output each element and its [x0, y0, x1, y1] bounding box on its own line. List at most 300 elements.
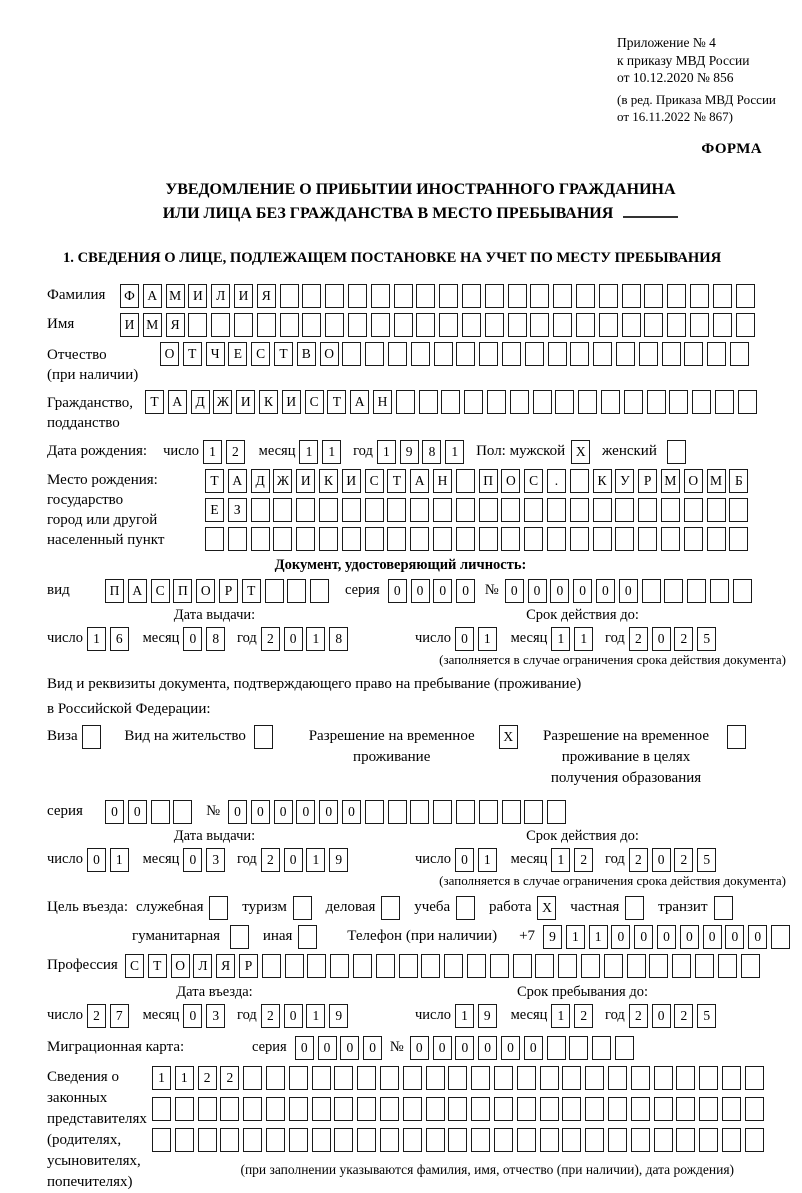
form-cell[interactable]	[517, 1097, 536, 1121]
form-cell[interactable]	[426, 1128, 445, 1152]
form-cell[interactable]	[209, 896, 228, 920]
form-cell[interactable]	[456, 896, 475, 920]
form-cell[interactable]	[627, 954, 646, 978]
form-cell[interactable]	[642, 579, 661, 603]
form-cell[interactable]: Е	[228, 342, 247, 366]
form-cell[interactable]: X	[571, 440, 590, 464]
form-cell[interactable]: И	[188, 284, 207, 308]
form-cell[interactable]	[676, 1066, 695, 1090]
form-cell[interactable]: 1	[551, 848, 570, 872]
form-cell[interactable]: 2	[574, 1004, 593, 1028]
form-cell[interactable]: 0	[284, 1004, 303, 1028]
form-cell[interactable]	[307, 954, 326, 978]
form-cell[interactable]	[608, 1128, 627, 1152]
form-cell[interactable]	[517, 1066, 536, 1090]
form-cell[interactable]	[198, 1097, 217, 1121]
form-cell[interactable]	[624, 390, 643, 414]
form-cell[interactable]	[718, 954, 737, 978]
form-cell[interactable]: 0	[340, 1036, 359, 1060]
form-cell[interactable]: Я	[166, 313, 185, 337]
form-cell[interactable]	[722, 1066, 741, 1090]
form-cell[interactable]	[312, 1066, 331, 1090]
form-cell[interactable]	[266, 1066, 285, 1090]
form-cell[interactable]: 0	[652, 1004, 671, 1028]
form-cell[interactable]: С	[125, 954, 144, 978]
form-cell[interactable]: И	[236, 390, 255, 414]
form-cell[interactable]	[175, 1128, 194, 1152]
form-cell[interactable]: С	[251, 342, 270, 366]
form-cell[interactable]	[615, 498, 634, 522]
form-cell[interactable]	[578, 390, 597, 414]
form-cell[interactable]	[540, 1066, 559, 1090]
form-cell[interactable]: 2	[226, 440, 245, 464]
form-cell[interactable]	[713, 313, 732, 337]
form-cell[interactable]: З	[228, 498, 247, 522]
form-cell[interactable]	[251, 527, 270, 551]
form-cell[interactable]	[334, 1066, 353, 1090]
form-cell[interactable]	[667, 313, 686, 337]
form-cell[interactable]	[254, 725, 273, 749]
form-cell[interactable]: 0	[251, 800, 270, 824]
form-cell[interactable]: Б	[729, 469, 748, 493]
form-cell[interactable]	[205, 527, 224, 551]
form-cell[interactable]	[357, 1097, 376, 1121]
form-cell[interactable]	[530, 313, 549, 337]
form-cell[interactable]	[593, 527, 612, 551]
form-cell[interactable]: Ж	[213, 390, 232, 414]
form-cell[interactable]	[266, 1097, 285, 1121]
form-cell[interactable]	[690, 284, 709, 308]
form-cell[interactable]: 2	[261, 1004, 280, 1028]
form-cell[interactable]: 1	[87, 627, 106, 651]
form-cell[interactable]	[570, 498, 589, 522]
form-cell[interactable]	[548, 342, 567, 366]
form-cell[interactable]	[576, 313, 595, 337]
form-cell[interactable]	[371, 284, 390, 308]
form-cell[interactable]: 0	[410, 1036, 429, 1060]
form-cell[interactable]	[676, 1128, 695, 1152]
form-cell[interactable]	[348, 284, 367, 308]
form-cell[interactable]: Ч	[206, 342, 225, 366]
form-cell[interactable]	[325, 284, 344, 308]
form-cell[interactable]	[296, 498, 315, 522]
form-cell[interactable]: О	[196, 579, 215, 603]
form-cell[interactable]: О	[171, 954, 190, 978]
form-cell[interactable]	[456, 469, 475, 493]
form-cell[interactable]: 2	[629, 627, 648, 651]
form-cell[interactable]: 0	[284, 848, 303, 872]
form-cell[interactable]	[736, 313, 755, 337]
form-cell[interactable]	[273, 527, 292, 551]
form-cell[interactable]: 5	[697, 1004, 716, 1028]
form-cell[interactable]: 2	[629, 848, 648, 872]
form-cell[interactable]	[738, 390, 757, 414]
form-cell[interactable]: 8	[206, 627, 225, 651]
form-cell[interactable]: 9	[478, 1004, 497, 1028]
form-cell[interactable]: Р	[638, 469, 657, 493]
form-cell[interactable]: 0	[295, 1036, 314, 1060]
form-cell[interactable]	[285, 954, 304, 978]
form-cell[interactable]: И	[282, 390, 301, 414]
form-cell[interactable]: 0	[411, 579, 430, 603]
form-cell[interactable]: 0	[87, 848, 106, 872]
form-cell[interactable]: 2	[87, 1004, 106, 1028]
form-cell[interactable]	[517, 1128, 536, 1152]
form-cell[interactable]: 1	[152, 1066, 171, 1090]
form-cell[interactable]	[654, 1128, 673, 1152]
form-cell[interactable]	[433, 527, 452, 551]
form-cell[interactable]	[638, 527, 657, 551]
form-cell[interactable]	[569, 1036, 588, 1060]
form-cell[interactable]: 0	[455, 627, 474, 651]
form-cell[interactable]: 0	[455, 848, 474, 872]
form-cell[interactable]: 0	[342, 800, 361, 824]
form-cell[interactable]	[562, 1128, 581, 1152]
form-cell[interactable]	[433, 800, 452, 824]
form-cell[interactable]	[485, 284, 504, 308]
form-cell[interactable]	[211, 313, 230, 337]
form-cell[interactable]	[462, 284, 481, 308]
form-cell[interactable]: А	[228, 469, 247, 493]
form-cell[interactable]	[625, 896, 644, 920]
form-cell[interactable]	[471, 1128, 490, 1152]
form-cell[interactable]	[644, 284, 663, 308]
form-cell[interactable]	[312, 1128, 331, 1152]
form-cell[interactable]: 5	[697, 627, 716, 651]
form-cell[interactable]: С	[365, 469, 384, 493]
form-cell[interactable]	[608, 1097, 627, 1121]
form-cell[interactable]: 1	[306, 627, 325, 651]
form-cell[interactable]: 0	[318, 1036, 337, 1060]
form-cell[interactable]	[502, 342, 521, 366]
form-cell[interactable]	[524, 498, 543, 522]
form-cell[interactable]	[547, 527, 566, 551]
form-cell[interactable]: 1	[306, 848, 325, 872]
form-cell[interactable]: Т	[205, 469, 224, 493]
form-cell[interactable]	[695, 954, 714, 978]
form-cell[interactable]	[419, 390, 438, 414]
form-cell[interactable]	[411, 342, 430, 366]
form-cell[interactable]	[265, 579, 284, 603]
form-cell[interactable]: 1	[445, 440, 464, 464]
form-cell[interactable]	[722, 1097, 741, 1121]
form-cell[interactable]	[403, 1066, 422, 1090]
form-cell[interactable]	[462, 313, 481, 337]
form-cell[interactable]: 1	[566, 925, 585, 949]
form-cell[interactable]	[530, 284, 549, 308]
form-cell[interactable]	[444, 954, 463, 978]
form-cell[interactable]	[342, 527, 361, 551]
form-cell[interactable]	[471, 1097, 490, 1121]
form-cell[interactable]: Я	[216, 954, 235, 978]
form-cell[interactable]: 2	[261, 627, 280, 651]
form-cell[interactable]	[448, 1066, 467, 1090]
form-cell[interactable]	[562, 1066, 581, 1090]
form-cell[interactable]: В	[297, 342, 316, 366]
form-cell[interactable]	[502, 800, 521, 824]
form-cell[interactable]	[508, 313, 527, 337]
form-cell[interactable]: 1	[377, 440, 396, 464]
form-cell[interactable]: 0	[680, 925, 699, 949]
form-cell[interactable]	[570, 342, 589, 366]
form-cell[interactable]	[615, 527, 634, 551]
form-cell[interactable]: 0	[183, 848, 202, 872]
form-cell[interactable]	[644, 313, 663, 337]
form-cell[interactable]: К	[319, 469, 338, 493]
form-cell[interactable]: А	[143, 284, 162, 308]
form-cell[interactable]	[152, 1097, 171, 1121]
form-cell[interactable]	[380, 1128, 399, 1152]
form-cell[interactable]: 2	[574, 848, 593, 872]
form-cell[interactable]	[388, 342, 407, 366]
form-cell[interactable]	[188, 313, 207, 337]
form-cell[interactable]	[342, 498, 361, 522]
form-cell[interactable]	[302, 284, 321, 308]
form-cell[interactable]	[525, 342, 544, 366]
form-cell[interactable]	[387, 498, 406, 522]
form-cell[interactable]	[456, 498, 475, 522]
form-cell[interactable]: Л	[211, 284, 230, 308]
form-cell[interactable]	[287, 579, 306, 603]
form-cell[interactable]: Ж	[273, 469, 292, 493]
form-cell[interactable]: П	[479, 469, 498, 493]
form-cell[interactable]: 0	[550, 579, 569, 603]
form-cell[interactable]: 0	[274, 800, 293, 824]
form-cell[interactable]	[699, 1097, 718, 1121]
form-cell[interactable]	[82, 725, 101, 749]
form-cell[interactable]	[381, 896, 400, 920]
form-cell[interactable]	[669, 390, 688, 414]
form-cell[interactable]: 5	[697, 848, 716, 872]
form-cell[interactable]: Т	[327, 390, 346, 414]
form-cell[interactable]: .	[547, 469, 566, 493]
form-cell[interactable]	[228, 527, 247, 551]
form-cell[interactable]	[510, 390, 529, 414]
form-cell[interactable]: 3	[206, 1004, 225, 1028]
form-cell[interactable]: И	[120, 313, 139, 337]
form-cell[interactable]: 2	[629, 1004, 648, 1028]
form-cell[interactable]: С	[524, 469, 543, 493]
form-cell[interactable]: Т	[274, 342, 293, 366]
form-cell[interactable]: 0	[703, 925, 722, 949]
form-cell[interactable]: К	[593, 469, 612, 493]
form-cell[interactable]	[494, 1097, 513, 1121]
form-cell[interactable]	[416, 284, 435, 308]
form-cell[interactable]: 1	[551, 1004, 570, 1028]
form-cell[interactable]	[684, 498, 703, 522]
form-cell[interactable]	[296, 527, 315, 551]
form-cell[interactable]: 0	[363, 1036, 382, 1060]
form-cell[interactable]: 1	[574, 627, 593, 651]
form-cell[interactable]	[380, 1097, 399, 1121]
form-cell[interactable]: П	[105, 579, 124, 603]
form-cell[interactable]: И	[234, 284, 253, 308]
form-cell[interactable]	[334, 1097, 353, 1121]
form-cell[interactable]: Ф	[120, 284, 139, 308]
form-cell[interactable]	[661, 498, 680, 522]
form-cell[interactable]	[456, 527, 475, 551]
form-cell[interactable]: Т	[183, 342, 202, 366]
form-cell[interactable]: О	[320, 342, 339, 366]
form-cell[interactable]: 1	[478, 627, 497, 651]
form-cell[interactable]	[638, 498, 657, 522]
form-cell[interactable]	[421, 954, 440, 978]
form-cell[interactable]	[729, 498, 748, 522]
form-cell[interactable]	[464, 390, 483, 414]
form-cell[interactable]: 0	[128, 800, 147, 824]
form-cell[interactable]: 0	[725, 925, 744, 949]
form-cell[interactable]: П	[173, 579, 192, 603]
form-cell[interactable]	[616, 342, 635, 366]
form-cell[interactable]	[667, 284, 686, 308]
form-cell[interactable]: М	[707, 469, 726, 493]
form-cell[interactable]: Т	[145, 390, 164, 414]
form-cell[interactable]	[547, 800, 566, 824]
form-cell[interactable]	[365, 800, 384, 824]
form-cell[interactable]	[585, 1066, 604, 1090]
form-cell[interactable]	[662, 342, 681, 366]
form-cell[interactable]: М	[166, 284, 185, 308]
form-cell[interactable]: 0	[528, 579, 547, 603]
form-cell[interactable]: 2	[674, 627, 693, 651]
form-cell[interactable]: Т	[242, 579, 261, 603]
form-cell[interactable]	[771, 925, 790, 949]
form-cell[interactable]: 9	[329, 1004, 348, 1028]
form-cell[interactable]	[714, 896, 733, 920]
form-cell[interactable]	[394, 313, 413, 337]
form-cell[interactable]	[593, 498, 612, 522]
form-cell[interactable]	[479, 527, 498, 551]
form-cell[interactable]: 0	[183, 1004, 202, 1028]
form-cell[interactable]	[289, 1097, 308, 1121]
form-cell[interactable]	[342, 342, 361, 366]
form-cell[interactable]: Н	[373, 390, 392, 414]
form-cell[interactable]	[692, 390, 711, 414]
form-cell[interactable]	[312, 1097, 331, 1121]
form-cell[interactable]	[599, 284, 618, 308]
form-cell[interactable]	[396, 390, 415, 414]
form-cell[interactable]	[631, 1066, 650, 1090]
form-cell[interactable]	[243, 1066, 262, 1090]
form-cell[interactable]	[649, 954, 668, 978]
form-cell[interactable]	[394, 284, 413, 308]
form-cell[interactable]	[365, 342, 384, 366]
form-cell[interactable]	[220, 1128, 239, 1152]
form-cell[interactable]: X	[499, 725, 518, 749]
form-cell[interactable]: 2	[674, 1004, 693, 1028]
form-cell[interactable]: С	[151, 579, 170, 603]
form-cell[interactable]	[230, 925, 249, 949]
form-cell[interactable]	[585, 1097, 604, 1121]
form-cell[interactable]	[441, 390, 460, 414]
form-cell[interactable]	[730, 342, 749, 366]
form-cell[interactable]: 1	[455, 1004, 474, 1028]
form-cell[interactable]	[707, 342, 726, 366]
form-cell[interactable]: У	[615, 469, 634, 493]
form-cell[interactable]	[524, 800, 543, 824]
form-cell[interactable]	[687, 579, 706, 603]
form-cell[interactable]: 0	[619, 579, 638, 603]
form-cell[interactable]	[365, 498, 384, 522]
form-cell[interactable]	[608, 1066, 627, 1090]
form-cell[interactable]	[654, 1066, 673, 1090]
form-cell[interactable]: 0	[455, 1036, 474, 1060]
form-cell[interactable]: 1	[203, 440, 222, 464]
form-cell[interactable]	[672, 954, 691, 978]
form-cell[interactable]	[707, 498, 726, 522]
form-cell[interactable]	[631, 1097, 650, 1121]
form-cell[interactable]	[501, 498, 520, 522]
form-cell[interactable]	[243, 1097, 262, 1121]
form-cell[interactable]: 1	[322, 440, 341, 464]
form-cell[interactable]	[722, 1128, 741, 1152]
form-cell[interactable]	[380, 1066, 399, 1090]
form-cell[interactable]: О	[684, 469, 703, 493]
form-cell[interactable]: 6	[110, 627, 129, 651]
form-cell[interactable]	[175, 1097, 194, 1121]
form-cell[interactable]: А	[410, 469, 429, 493]
form-cell[interactable]: 2	[220, 1066, 239, 1090]
form-cell[interactable]: 0	[456, 579, 475, 603]
form-cell[interactable]: 0	[652, 848, 671, 872]
form-cell[interactable]	[615, 1036, 634, 1060]
form-cell[interactable]	[325, 313, 344, 337]
form-cell[interactable]	[151, 800, 170, 824]
form-cell[interactable]: 0	[748, 925, 767, 949]
form-cell[interactable]	[403, 1097, 422, 1121]
form-cell[interactable]	[540, 1128, 559, 1152]
form-cell[interactable]	[234, 313, 253, 337]
form-cell[interactable]: 0	[105, 800, 124, 824]
form-cell[interactable]	[639, 342, 658, 366]
form-cell[interactable]	[736, 284, 755, 308]
form-cell[interactable]	[593, 342, 612, 366]
form-cell[interactable]	[676, 1097, 695, 1121]
form-cell[interactable]	[357, 1128, 376, 1152]
form-cell[interactable]	[690, 313, 709, 337]
form-cell[interactable]: 2	[674, 848, 693, 872]
form-cell[interactable]	[319, 498, 338, 522]
form-cell[interactable]	[570, 527, 589, 551]
form-cell[interactable]	[684, 342, 703, 366]
form-cell[interactable]: 0	[319, 800, 338, 824]
form-cell[interactable]	[334, 1128, 353, 1152]
form-cell[interactable]: 9	[329, 848, 348, 872]
form-cell[interactable]: Е	[205, 498, 224, 522]
form-cell[interactable]	[513, 954, 532, 978]
form-cell[interactable]	[547, 1036, 566, 1060]
form-cell[interactable]	[273, 498, 292, 522]
form-cell[interactable]	[729, 527, 748, 551]
form-cell[interactable]	[667, 440, 686, 464]
form-cell[interactable]	[553, 313, 572, 337]
form-cell[interactable]: 0	[505, 579, 524, 603]
form-cell[interactable]	[456, 342, 475, 366]
form-cell[interactable]: 1	[551, 627, 570, 651]
form-cell[interactable]	[243, 1128, 262, 1152]
form-cell[interactable]	[280, 313, 299, 337]
form-cell[interactable]	[535, 954, 554, 978]
form-cell[interactable]: А	[350, 390, 369, 414]
form-cell[interactable]	[540, 1097, 559, 1121]
form-cell[interactable]	[257, 313, 276, 337]
form-cell[interactable]	[251, 498, 270, 522]
form-cell[interactable]	[371, 313, 390, 337]
form-cell[interactable]	[357, 1066, 376, 1090]
form-cell[interactable]	[330, 954, 349, 978]
form-cell[interactable]	[508, 284, 527, 308]
form-cell[interactable]: X	[537, 896, 556, 920]
